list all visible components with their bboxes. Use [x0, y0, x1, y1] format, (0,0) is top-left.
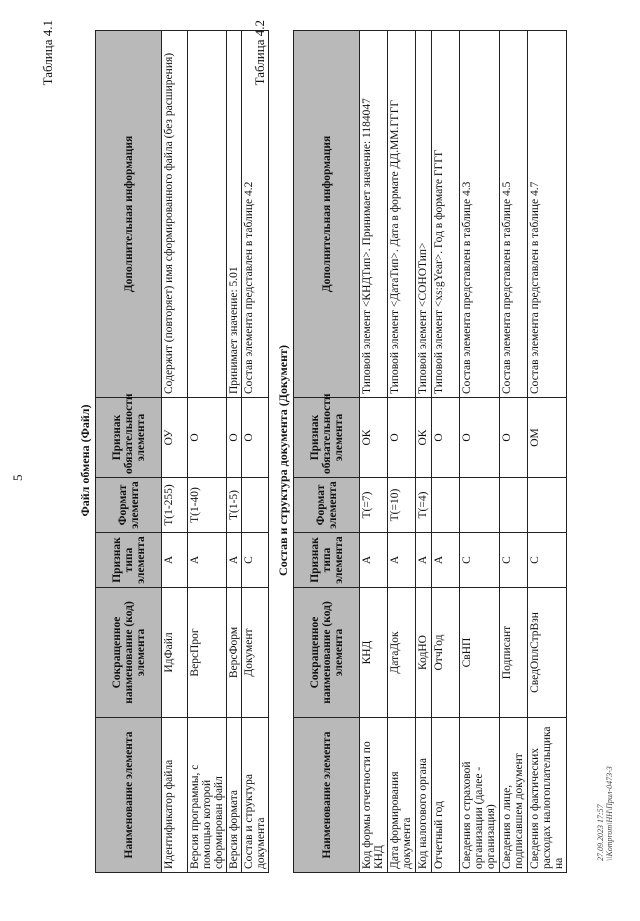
cell: А — [388, 533, 416, 588]
cell: ОК — [416, 398, 432, 478]
cell: Подписант — [500, 588, 528, 718]
table-row — [528, 31, 567, 873]
cell: О — [188, 398, 227, 478]
table-row — [162, 31, 188, 873]
cell: Код налогового органа — [416, 718, 432, 873]
header-cell: Признак обязательности элемента — [294, 398, 360, 478]
cell: А — [432, 533, 460, 588]
table-4-2-caption: Таблица 4.2 — [252, 20, 267, 86]
cell — [460, 478, 500, 533]
header-cell: Наименование элемента — [294, 718, 360, 873]
cell: О — [500, 398, 528, 478]
cell: Сведения о страховой организации (далее - организация) — [460, 718, 500, 873]
table-4-2-title: Состав и структура документа (Документ) — [276, 345, 290, 576]
cell: Отчетный год — [432, 718, 460, 873]
cell: Т(=7) — [360, 478, 388, 533]
table-row — [500, 31, 528, 873]
cell: Т(=4) — [416, 478, 432, 533]
cell: ОтчГод — [432, 588, 460, 718]
cell: Состав и структура документа — [242, 718, 269, 873]
cell: Типовой элемент <КНДТип>. Принимает значение: 1184047 — [360, 31, 388, 398]
cell: Код формы отчетности по КНД — [360, 718, 388, 873]
cell: Типовой элемент <xs:gYear>. Год в формате ГГГГ — [432, 31, 460, 398]
cell: А — [227, 533, 242, 588]
cell: С — [528, 533, 567, 588]
table-row — [460, 31, 500, 873]
cell: О — [242, 398, 269, 478]
table-header-row — [294, 31, 360, 873]
table-4-2 — [293, 30, 567, 873]
cell — [528, 478, 567, 533]
cell: Т(1-5) — [227, 478, 242, 533]
cell: ОК — [360, 398, 388, 478]
cell: ОМ — [528, 398, 567, 478]
cell: Состав элемента представлен в таблице 4.7 — [528, 31, 567, 398]
header-cell: Формат элемента — [96, 478, 162, 533]
cell: Версия программы, с помощью которой сформирован файл — [188, 718, 227, 873]
cell — [500, 478, 528, 533]
cell: КодНО — [416, 588, 432, 718]
page-number: 5 — [10, 474, 25, 481]
cell: А — [416, 533, 432, 588]
cell: А — [162, 533, 188, 588]
cell: Т(1-255) — [162, 478, 188, 533]
table-row — [416, 31, 432, 873]
cell: Версия формата — [227, 718, 242, 873]
cell — [242, 478, 269, 533]
cell: О — [432, 398, 460, 478]
table-header-row — [96, 31, 162, 873]
cell — [188, 31, 227, 398]
cell: Сведения о фактических расходах налогоплательщика на — [528, 718, 567, 873]
header-cell: Признак типа элемента — [294, 533, 360, 588]
table-row — [242, 31, 269, 873]
cell: О — [388, 398, 416, 478]
header-cell: Дополнительная информация — [96, 31, 162, 398]
file-stamp — [596, 766, 614, 861]
cell: Принимает значение: 5.01 — [227, 31, 242, 398]
cell: Состав элемента представлен в таблице 4.5 — [500, 31, 528, 398]
cell: ДатаДок — [388, 588, 416, 718]
header-cell: Формат элемента — [294, 478, 360, 533]
cell: С — [460, 533, 500, 588]
cell: О — [460, 398, 500, 478]
cell: Дата формирования документа — [388, 718, 416, 873]
cell: КНД — [360, 588, 388, 718]
cell: А — [188, 533, 227, 588]
cell: Сведения о лице, подписавшем документ — [500, 718, 528, 873]
header-cell: Признак обязательности элемента — [96, 398, 162, 478]
header-cell: Сокращенное наименование (код) элемента — [294, 588, 360, 718]
cell: Содержит (повторяет) имя сформированного файла (без расширения) — [162, 31, 188, 398]
table-row — [188, 31, 227, 873]
table-4-1-caption: Таблица 4.1 — [40, 20, 55, 86]
cell: Документ — [242, 588, 269, 718]
table-row — [360, 31, 388, 873]
table-row — [388, 31, 416, 873]
cell — [432, 478, 460, 533]
cell: ОУ — [162, 398, 188, 478]
stamp-path: \\Komprom\НН\Прил-0473-3 — [605, 766, 614, 861]
table-4-1 — [95, 30, 269, 873]
cell: Идентификатор файла — [162, 718, 188, 873]
cell: ВерсФорм — [227, 588, 242, 718]
cell: ВерсПрог — [188, 588, 227, 718]
cell: СвНП — [460, 588, 500, 718]
cell: Т(=10) — [388, 478, 416, 533]
cell: А — [360, 533, 388, 588]
cell: ИдФайл — [162, 588, 188, 718]
table-row — [227, 31, 242, 873]
stamp-date: 27.09.2023 17:57 — [596, 804, 605, 861]
cell: Т(1-40) — [188, 478, 227, 533]
cell: Состав элемента представлен в таблице 4.2 — [242, 31, 269, 398]
header-cell: Признак типа элемента — [96, 533, 162, 588]
cell: СведОплСтрВзн — [528, 588, 567, 718]
header-cell: Сокращенное наименование (код) элемента — [96, 588, 162, 718]
header-cell: Наименование элемента — [96, 718, 162, 873]
cell: Типовой элемент <СОНОТип> — [416, 31, 432, 398]
table-4-1-title: Файл обмена (Файл) — [78, 404, 92, 517]
cell: Типовой элемент <ДатаТип>. Дата в формате ДД.ММ.ГГГГ — [388, 31, 416, 398]
cell: О — [227, 398, 242, 478]
table-row — [432, 31, 460, 873]
cell: С — [242, 533, 269, 588]
header-cell: Дополнительная информация — [294, 31, 360, 398]
cell: Состав элемента представлен в таблице 4.3 — [460, 31, 500, 398]
cell: С — [500, 533, 528, 588]
